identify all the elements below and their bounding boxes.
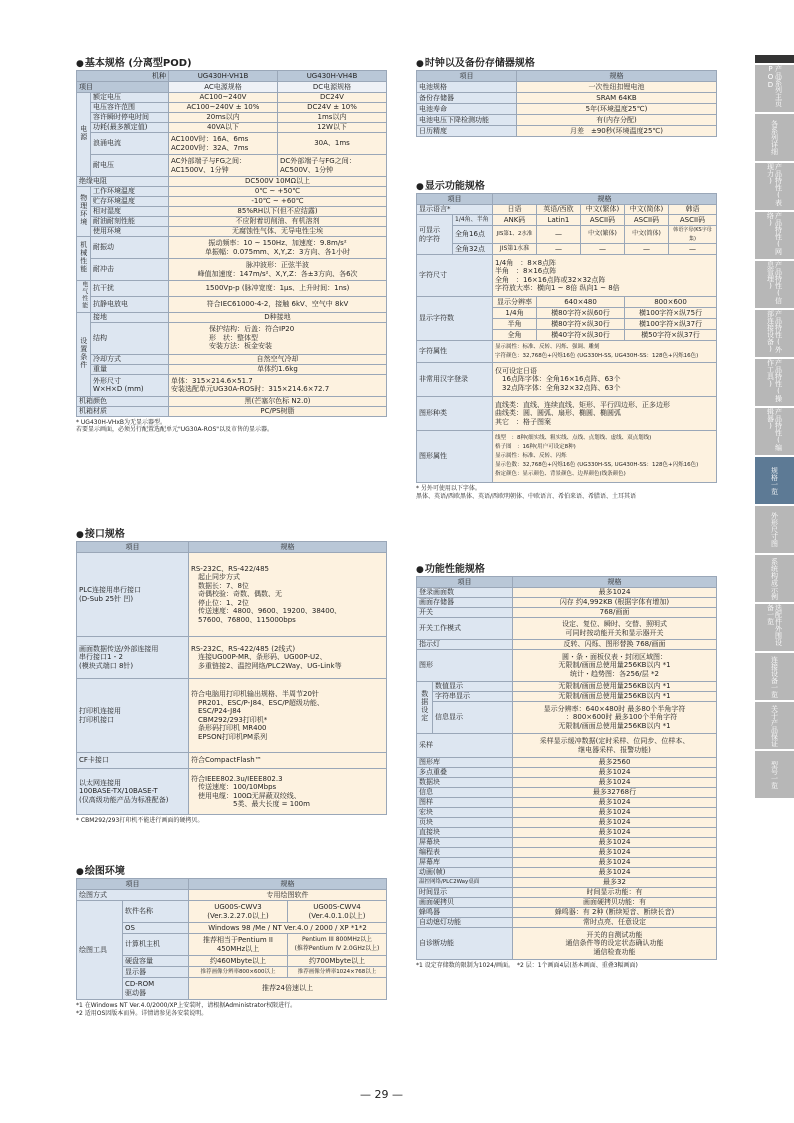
row-value: -10℃ ~ +60℃ bbox=[169, 197, 387, 207]
row-value: 推荐画像分辨率800×600以上 bbox=[189, 967, 288, 978]
row-value: 5年(环境温度25℃) bbox=[517, 104, 717, 115]
row-value: 30A、1ms bbox=[278, 133, 387, 155]
row-sublabel: 全角32点 bbox=[453, 244, 493, 255]
row-value: 线型 ：8种(细实线、粗实线、点线、点划线、虚线、双点划线) 格子图 ：16种(用户可设定8种) 显示属性：标准、反转、闪烁 显示色数：32,768色+闪烁16色 (UG330H-SS, UG430H-SS：128色+闪烁16色) 指定颜色：显示颜色、背景颜色、边界颜色(线条颜色) bbox=[493, 431, 717, 483]
row-value: 最多1024 bbox=[513, 778, 717, 788]
header-spec: 规格 bbox=[493, 194, 717, 205]
row-value: 768/画面 bbox=[513, 608, 717, 618]
drawing-env-title: ●绘图环境 bbox=[76, 866, 125, 877]
row-value: 40VA以下 bbox=[169, 123, 278, 133]
row-value: 推荐24倍速以上 bbox=[189, 978, 387, 1000]
count-sublabel: 全角 bbox=[493, 330, 537, 341]
sidebar-tab-label: 产品特性(信息管理) bbox=[766, 261, 783, 304]
row-value: 1ms以内 bbox=[278, 113, 387, 123]
sidebar-tab[interactable] bbox=[755, 114, 794, 161]
row-value: 无限制/画面总使用量256KB以内 *1 bbox=[513, 692, 717, 702]
row-label: 自动熄灯功能 bbox=[417, 918, 513, 928]
row-label: CD-ROM 驱动器 bbox=[123, 978, 189, 1000]
row-label: 电池寿命 bbox=[417, 104, 517, 115]
row-label: 编程表 bbox=[417, 848, 513, 858]
charset-cell: ASCII码 bbox=[625, 215, 669, 226]
charset-cell: ANK码 bbox=[493, 215, 537, 226]
sidebar-tab[interactable] bbox=[755, 555, 794, 602]
row-label: 直接块 bbox=[417, 828, 513, 838]
row-value: 闪存 约4,992KB (根据字体有增加) bbox=[513, 598, 717, 608]
row-value: 最多1024 bbox=[513, 868, 717, 878]
row-value: 20ms以内 bbox=[169, 113, 278, 123]
row-label: 贮存环境温度 bbox=[91, 197, 169, 207]
row-label: OS bbox=[123, 923, 189, 934]
group-power: 电源 bbox=[77, 93, 91, 177]
row-value: 最多32 bbox=[513, 878, 717, 888]
sidebar-tab[interactable] bbox=[755, 751, 794, 798]
row-label: 以太网连接用 100BASE-TX/10BASE-T (仅高级功能产品为标准配备) bbox=[77, 769, 189, 815]
page-number: — 29 — bbox=[360, 1088, 403, 1101]
sidebar-tab[interactable] bbox=[755, 702, 794, 749]
row-value: 约460Mbyte以上 bbox=[189, 956, 288, 967]
drawing-env-note: *1 在Windows NT Ver.4.0/2000/XP上安装时，请根据Administrator权限进行。 *2 适用OS因版本而异。详情请参见各安装说明。 bbox=[76, 1002, 297, 1017]
row-value: 85%RH以下(但不应结露) bbox=[169, 207, 387, 217]
row-label: 结构 bbox=[91, 322, 169, 354]
row-value: 最多1024 bbox=[513, 828, 717, 838]
row-label: 蜂鸣器 bbox=[417, 908, 513, 918]
charset-cell: JIS第1水准 bbox=[493, 244, 537, 255]
row-label: 画面存储器 bbox=[417, 598, 513, 608]
basic-spec-note: * UG430H-VHxB为无显示器型。 若要显示画面，必须另行配置选配单元"UG30A-ROS"以及市售的显示器。 bbox=[76, 418, 274, 433]
row-label: 信息显示 bbox=[433, 702, 513, 734]
row-label: 浪涌电流 bbox=[91, 133, 169, 155]
sidebar-tab[interactable] bbox=[755, 653, 794, 700]
row-sublabel: 1/4角、半角 bbox=[453, 215, 493, 226]
row-label: 硬盘容量 bbox=[123, 956, 189, 967]
sidebar-tab-label: 系统构成示例 bbox=[770, 557, 779, 600]
group-install: 设置条件 bbox=[77, 312, 91, 396]
row-value: Windows 98 /Me / NT Ver.4.0 / 2000 / XP *1*2 bbox=[189, 923, 387, 934]
row-value: AC100~240V bbox=[169, 93, 278, 103]
row-value: RS-232C、RS-422/485 起止同步方式 数据长：7、8位 奇偶校验：奇数、偶数、无 停止位：1、2位 传送速度：4800、9600、19200、38400、 57600、76800、115000bps bbox=[189, 553, 387, 637]
row-value: 推荐画像分辨率1024×768以上 bbox=[288, 967, 387, 978]
row-label: 耐电压 bbox=[91, 155, 169, 177]
row-value: 约700Mbyte以上 bbox=[288, 956, 387, 967]
row-label: 耐油耐刻性能 bbox=[91, 217, 169, 227]
row-value: 横40字符×纵30行 bbox=[537, 330, 625, 341]
row-value: PC/PS树脂 bbox=[169, 406, 387, 416]
row-value: 横100字符×纵37行 bbox=[625, 319, 717, 330]
basic-spec-section bbox=[76, 57, 386, 434]
charset-cell: — bbox=[581, 244, 625, 255]
row-label: 冷却方式 bbox=[91, 354, 169, 364]
row-label: 显示语言* bbox=[417, 205, 493, 215]
row-label: 图样 bbox=[417, 798, 513, 808]
lang-cell: 日语 bbox=[493, 205, 537, 215]
row-label: 数据块 bbox=[417, 778, 513, 788]
row-label: 抗静电放电 bbox=[91, 296, 169, 312]
row-value: DC24V ± 10% bbox=[278, 103, 387, 113]
charset-cell: — bbox=[669, 244, 717, 255]
group-mech: 机械性能 bbox=[77, 237, 91, 281]
sidebar-nav bbox=[755, 55, 794, 800]
row-value: AC100V时：16A、6ms AC200V时：32A、7ms bbox=[169, 133, 278, 155]
group-drawing-tool: 绘图工具 bbox=[77, 901, 123, 1000]
row-label: 非常用汉字登录 bbox=[417, 363, 493, 397]
row-label: 可显示 的字符 bbox=[417, 215, 453, 255]
row-label: 图形种类 bbox=[417, 397, 493, 431]
row-label: 字符串显示 bbox=[433, 692, 513, 702]
row-label: 额定电压 bbox=[91, 93, 169, 103]
row-label: 功耗(最多额定值) bbox=[91, 123, 169, 133]
header-item: 项目 bbox=[77, 82, 169, 93]
row-value: DC500V 10MΩ以上 bbox=[169, 177, 387, 187]
function-spec-section bbox=[416, 563, 716, 970]
header-item: 项目 bbox=[77, 542, 189, 553]
header-model: 机种 bbox=[77, 71, 169, 82]
row-value: 专用绘图软件 bbox=[189, 890, 387, 901]
sidebar-tab[interactable] bbox=[755, 506, 794, 553]
charset-cell: Latin1 bbox=[537, 215, 581, 226]
interface-spec-section bbox=[76, 528, 386, 825]
function-spec-table bbox=[416, 576, 717, 960]
row-label: 外形尺寸 W×H×D (mm) bbox=[91, 374, 169, 396]
row-value: 黑(芒塞尔色标 N2.0) bbox=[169, 396, 387, 406]
header-spec: 规格 bbox=[517, 71, 717, 82]
row-label: 计算机主机 bbox=[123, 934, 189, 956]
row-value: 横100字符×纵75行 bbox=[625, 308, 717, 319]
charset-cell: — bbox=[625, 244, 669, 255]
basic-spec-table bbox=[76, 70, 387, 417]
row-value: 不应附着切削油、有机溶剂 bbox=[169, 217, 387, 227]
group-data-setting: 数据设定 bbox=[417, 682, 433, 734]
row-value: Pentium III 800MHz以上 (推荐Pentium IV 2.0GHz以上) bbox=[288, 934, 387, 956]
function-spec-note: *1 设定存储数的限制为1024/画面。 *2 层：1个画面4层(基本画面、重叠3幅画面) bbox=[416, 962, 638, 969]
row-value: RS-232C、RS-422/485 (2线式) 连接UG00P-MR、条形码、UG00P-U2、 多重链接2、温控网络/PLC2Way、UG-Link等 bbox=[189, 637, 387, 679]
row-value: 符合IEC61000-4-2，接触 6kV、空气中 8kV bbox=[169, 296, 387, 312]
interface-spec-note: * CBM292/293打印机不能进行画面的硬拷贝。 bbox=[76, 817, 204, 824]
charset-cell: — bbox=[537, 244, 581, 255]
row-label: 开关工作模式 bbox=[417, 618, 513, 640]
row-value: 1/4角 ：8×8点阵 半角 ：8×16点阵 全角 ：16×16点阵或32×32点阵 字符放大率：横向1 ~ 8倍 纵向1 ~ 8倍 bbox=[493, 255, 717, 297]
row-label: 容许瞬时停电时间 bbox=[91, 113, 169, 123]
row-value: D种接地 bbox=[169, 312, 387, 322]
row-label: 耐振动 bbox=[91, 237, 169, 259]
row-value: 1500Vp-p (脉冲宽度：1μs、上升时间：1ns) bbox=[169, 281, 387, 297]
row-value: 振动频率：10 ~ 150Hz、加速度：9.8m/s² 单振幅：0.075mm、X,Y,Z：3方向、各1小时 bbox=[169, 237, 387, 259]
row-label: 使用环境 bbox=[91, 227, 169, 237]
row-value: 800×600 bbox=[625, 297, 717, 308]
sidebar-tab-label: 型号一览 bbox=[770, 760, 779, 789]
row-value: 符合电脑用打印机输出规格、半周节20针 PR201、ESC/P-J84、ESC/P超级功能、 ESC/P24-J84 CBM292/293打印机* 条形码打印机 MR400 EPSON打印机PM系列 bbox=[189, 679, 387, 753]
count-sublabel: 显示分辨率 bbox=[493, 297, 537, 308]
lang-cell: 中文(简体) bbox=[625, 205, 669, 215]
row-label: 电池电压下降检测功能 bbox=[417, 115, 517, 126]
header-item: 项目 bbox=[77, 879, 189, 890]
row-label: 图形属性 bbox=[417, 431, 493, 483]
row-value: 仅可设定日语 16点阵字体：全角16×16点阵、63个 32点阵字体：全角32×32点阵、63个 bbox=[493, 363, 717, 397]
row-value: 最多1024 bbox=[513, 858, 717, 868]
sidebar-tab-label: 外形尺寸图 bbox=[770, 512, 779, 547]
sidebar-tab[interactable] bbox=[755, 310, 794, 357]
row-label: 耐冲击 bbox=[91, 259, 169, 281]
row-label: 相对湿度 bbox=[91, 207, 169, 217]
row-label: 图形 bbox=[417, 650, 513, 682]
row-value: 横80字符×纵30行 bbox=[537, 319, 625, 330]
row-label: 屏幕库 bbox=[417, 858, 513, 868]
row-label: 电池规格 bbox=[417, 82, 517, 93]
charset-cell: 中文(繁体) bbox=[581, 226, 625, 244]
row-label: 绝缘电阻 bbox=[77, 177, 169, 187]
row-sublabel: 全角16点 bbox=[453, 226, 493, 244]
sidebar-tab[interactable] bbox=[755, 457, 794, 504]
row-label: 工作环境温度 bbox=[91, 187, 169, 197]
row-label: 接地 bbox=[91, 312, 169, 322]
lang-cell: 中文(繁体) bbox=[581, 205, 625, 215]
header-spec: 规格 bbox=[189, 879, 387, 890]
display-spec-table bbox=[416, 193, 717, 483]
clock-spec-section bbox=[416, 57, 716, 137]
sidebar-tab-label: 产品特性(操作工具) bbox=[766, 359, 783, 402]
row-value: 最多1024 bbox=[513, 818, 717, 828]
header-spec: 规格 bbox=[513, 577, 717, 588]
row-value: UG00S-CWV3 (Ver.3.2.27.0以上) bbox=[189, 901, 288, 923]
row-value: 画面硬拷贝功能：有 bbox=[513, 898, 717, 908]
row-value: 有(内存分配) bbox=[517, 115, 717, 126]
count-sublabel: 半角 bbox=[493, 319, 537, 330]
row-value: 反转、闪烁、图形替换 768/画面 bbox=[513, 640, 717, 650]
row-label: PLC连接用串行接口 (D-Sub 25针 凹) bbox=[77, 553, 189, 637]
sidebar-tab[interactable] bbox=[755, 65, 794, 112]
sidebar-tab-label: 产品特性(表现力) bbox=[766, 163, 783, 206]
interface-spec-table bbox=[76, 541, 387, 815]
row-label: 温控网络/PLC2Way桌面 bbox=[417, 878, 513, 888]
row-label: 软件名称 bbox=[123, 901, 189, 923]
row-value: 12W以下 bbox=[278, 123, 387, 133]
row-value: 常时点亮、任意设定 bbox=[513, 918, 717, 928]
sidebar-tab-label: 连接设备一览 bbox=[770, 655, 779, 698]
row-value: 最多2560 bbox=[513, 758, 717, 768]
header-item: 项目 bbox=[417, 194, 493, 205]
row-value: 脉冲波形：正弦半波 峰值加速度：147m/s²、X,Y,Z：各±3方向、各6次 bbox=[169, 259, 387, 281]
row-value: 显示属性：标准、反转、闪烁、强调、雕刻 字符颜色：32,768色+闪烁16色 (UG330H-SS, UG430H-SS：128色+闪烁16色) bbox=[493, 341, 717, 363]
row-value: 横50字符×纵37行 bbox=[625, 330, 717, 341]
sidebar-tab[interactable] bbox=[755, 163, 794, 210]
row-label: 图形库 bbox=[417, 758, 513, 768]
row-label: 多点重叠 bbox=[417, 768, 513, 778]
row-value: 圆・条・面板仪表・封闭区域图： 无限制/画面总使用量256KB以内 *1 统计・趋势图：各256/层 *2 bbox=[513, 650, 717, 682]
row-value: 自然空气冷却 bbox=[169, 354, 387, 364]
sidebar-tab-label: 产品特性(外部连接设备) bbox=[766, 310, 783, 353]
sidebar-tab-label: 选配件外围设备一览 bbox=[766, 604, 783, 646]
row-value: 640×480 bbox=[537, 297, 625, 308]
display-spec-note: * 另外可使用以下字体。 黑体、英语/西欧黑体、英语/西欧明朝体、中欧语言、希伯来语、希腊语、土耳其语 bbox=[416, 485, 637, 500]
row-value: 单体：315×214.6×51.7 安装选配单元UG30A-ROS时：315×214.6×72.7 bbox=[169, 374, 387, 396]
row-label: 动画(帧) bbox=[417, 868, 513, 878]
row-label: 字符尺寸 bbox=[417, 255, 493, 297]
row-label: 开关 bbox=[417, 608, 513, 618]
row-value: 0℃ ~ +50℃ bbox=[169, 187, 387, 197]
row-label: 采样 bbox=[417, 734, 513, 758]
clock-spec-title: ●时钟以及备份存储器规格 bbox=[416, 58, 535, 69]
sidebar-tab-label: 产品特性(编辑器) bbox=[766, 408, 783, 451]
charset-cell: ASCII码 bbox=[669, 215, 717, 226]
sidebar-tab-label: 产品系列主页POD bbox=[766, 65, 783, 107]
charset-cell: — bbox=[537, 226, 581, 244]
row-label: 重量 bbox=[91, 364, 169, 374]
row-value: AC外部端子与FG之间： AC1500V、1分钟 bbox=[169, 155, 278, 177]
row-value: 最多1024 bbox=[513, 838, 717, 848]
model-2: UG430H-VH4B bbox=[278, 71, 387, 82]
row-label: CF卡接口 bbox=[77, 753, 189, 769]
row-value: 最多1024 bbox=[513, 848, 717, 858]
row-value: 横80字符×纵60行 bbox=[537, 308, 625, 319]
lang-cell: 英语/西欧 bbox=[537, 205, 581, 215]
sidebar-tab[interactable] bbox=[755, 261, 794, 308]
row-value: SRAM 64KB bbox=[517, 93, 717, 104]
row-value: 推荐相当于Pentium II 450MHz以上 bbox=[189, 934, 288, 956]
row-label: 机箱材质 bbox=[77, 406, 169, 416]
row-label: 指示灯 bbox=[417, 640, 513, 650]
row-value: 符合CompactFlash™ bbox=[189, 753, 387, 769]
interface-spec-title: ●接口规格 bbox=[76, 529, 125, 540]
charset-cell: ASCII码 bbox=[581, 215, 625, 226]
lang-cell: 韩语 bbox=[669, 205, 717, 215]
sidebar-tab-label: 各系列详细 bbox=[770, 120, 779, 155]
row-value: 显示分辨率：640×480时 最多80个半角字符 ：800×600时 最多100个半角字符 无限制/画面总使用量256KB以内 *1 bbox=[513, 702, 717, 734]
sidebar-tab-label: 规格一览 bbox=[770, 466, 779, 495]
header-spec: 规格 bbox=[189, 542, 387, 553]
row-label: 打印机连接用 打印机接口 bbox=[77, 679, 189, 753]
charset-cell: 韩语字母(KS字母集) bbox=[669, 226, 717, 244]
row-label: 宏块 bbox=[417, 808, 513, 818]
row-value: 一次性纽扣锂电池 bbox=[517, 82, 717, 93]
sidebar-tab[interactable] bbox=[755, 359, 794, 406]
row-label: 电压容许范围 bbox=[91, 103, 169, 113]
model-2-sub: DC电源规格 bbox=[278, 82, 387, 93]
row-label: 数值显示 bbox=[433, 682, 513, 692]
row-value: UG00S-CWV4 (Ver.4.0.1.0以上) bbox=[288, 901, 387, 923]
header-item: 项目 bbox=[417, 577, 513, 588]
row-value: 时间显示功能：有 bbox=[513, 888, 717, 898]
basic-spec-title: ●基本规格 (分离型POD) bbox=[76, 58, 192, 69]
header-item: 项目 bbox=[417, 71, 517, 82]
row-value: 最多32768行 bbox=[513, 788, 717, 798]
clock-spec-table bbox=[416, 70, 717, 137]
function-spec-title: ●功能性能规格 bbox=[416, 564, 485, 575]
row-label: 显示字符数 bbox=[417, 297, 493, 341]
sidebar-tab-label: 关于产品保证 bbox=[770, 704, 779, 747]
row-label: 机箱颜色 bbox=[77, 396, 169, 406]
sidebar-tab[interactable] bbox=[755, 212, 794, 259]
row-value: 符合IEEE802.3u/IEEE802.3 传送速度：100/10Mbps 使用电缆：100Ω无屏蔽双绞线、 5类、最大长度 = 100m bbox=[189, 769, 387, 815]
row-label: 页块 bbox=[417, 818, 513, 828]
row-value: 蜂鸣器：有 2种 (断续短音、断续长音) bbox=[513, 908, 717, 918]
row-label: 自诊断功能 bbox=[417, 928, 513, 960]
row-label: 备份存储器 bbox=[417, 93, 517, 104]
display-spec-title: ●显示功能规格 bbox=[416, 181, 485, 192]
row-value: DC24V bbox=[278, 93, 387, 103]
row-value: 开关的自测试功能 通信条件等的设定状态确认功能 通信检查功能 bbox=[513, 928, 717, 960]
group-elec: 电气性能 bbox=[77, 281, 91, 313]
row-value: AC100~240V ± 10% bbox=[169, 103, 278, 113]
count-sublabel: 1/4角 bbox=[493, 308, 537, 319]
display-spec-section bbox=[416, 180, 716, 500]
row-value: 单体约1.6kg bbox=[169, 364, 387, 374]
row-label: 抗干扰 bbox=[91, 281, 169, 297]
charset-cell: 中文(简体) bbox=[625, 226, 669, 244]
row-label: 信息 bbox=[417, 788, 513, 798]
row-value: 设定、复位、瞬时、交替、照明式 可同时按动能开关和显示器开关 bbox=[513, 618, 717, 640]
model-1: UG430H-VH1B bbox=[169, 71, 278, 82]
row-label: 字符属性 bbox=[417, 341, 493, 363]
row-label: 绘图方式 bbox=[77, 890, 189, 901]
row-label: 画面数据传送/外部连接用 串行接口1・2 (模块式端口 8针) bbox=[77, 637, 189, 679]
row-value: 最多1024 bbox=[513, 768, 717, 778]
row-value: 最多1024 bbox=[513, 798, 717, 808]
row-value: 直线类：直线、连续直线、矩形、平行四边形、正多边形 曲线类：圆、圆弧、扇形、椭圆、椭圆弧 其它 ：格子图案 bbox=[493, 397, 717, 431]
group-env: 物理环境 bbox=[77, 187, 91, 237]
row-label: 日历精度 bbox=[417, 126, 517, 137]
row-value: 采样显示缓冲数据(定时采样、位同步、位样本、 继电器采样、报警功能) bbox=[513, 734, 717, 758]
row-value: DC外部端子与FG之间： AC500V、1分钟 bbox=[278, 155, 387, 177]
drawing-env-section bbox=[76, 865, 386, 1017]
row-label: 显示器 bbox=[123, 967, 189, 978]
row-label: 屏幕块 bbox=[417, 838, 513, 848]
sidebar-tab[interactable] bbox=[755, 408, 794, 455]
row-label: 时间显示 bbox=[417, 888, 513, 898]
row-value: 无腐蚀性气体、无导电性尘埃 bbox=[169, 227, 387, 237]
sidebar-tab-label: 产品特性(网络) bbox=[766, 212, 783, 255]
row-value: 月差 ±90秒(环境温度25℃) bbox=[517, 126, 717, 137]
row-label: 登录画面数 bbox=[417, 588, 513, 598]
row-value: 最多1024 bbox=[513, 808, 717, 818]
row-value: 无限制/画面总使用量256KB以内 *1 bbox=[513, 682, 717, 692]
row-value: 最多1024 bbox=[513, 588, 717, 598]
row-value: 保护结构：后盖：符合IP20 形 状：整体型 安装方法：板金安装 bbox=[169, 322, 387, 354]
drawing-env-table bbox=[76, 878, 387, 1000]
row-label: 画面硬拷贝 bbox=[417, 898, 513, 908]
model-1-sub: AC电源规格 bbox=[169, 82, 278, 93]
charset-cell: JIS第1、2水准 bbox=[493, 226, 537, 244]
sidebar-top-bar bbox=[755, 55, 794, 63]
sidebar-tab[interactable] bbox=[755, 604, 794, 651]
